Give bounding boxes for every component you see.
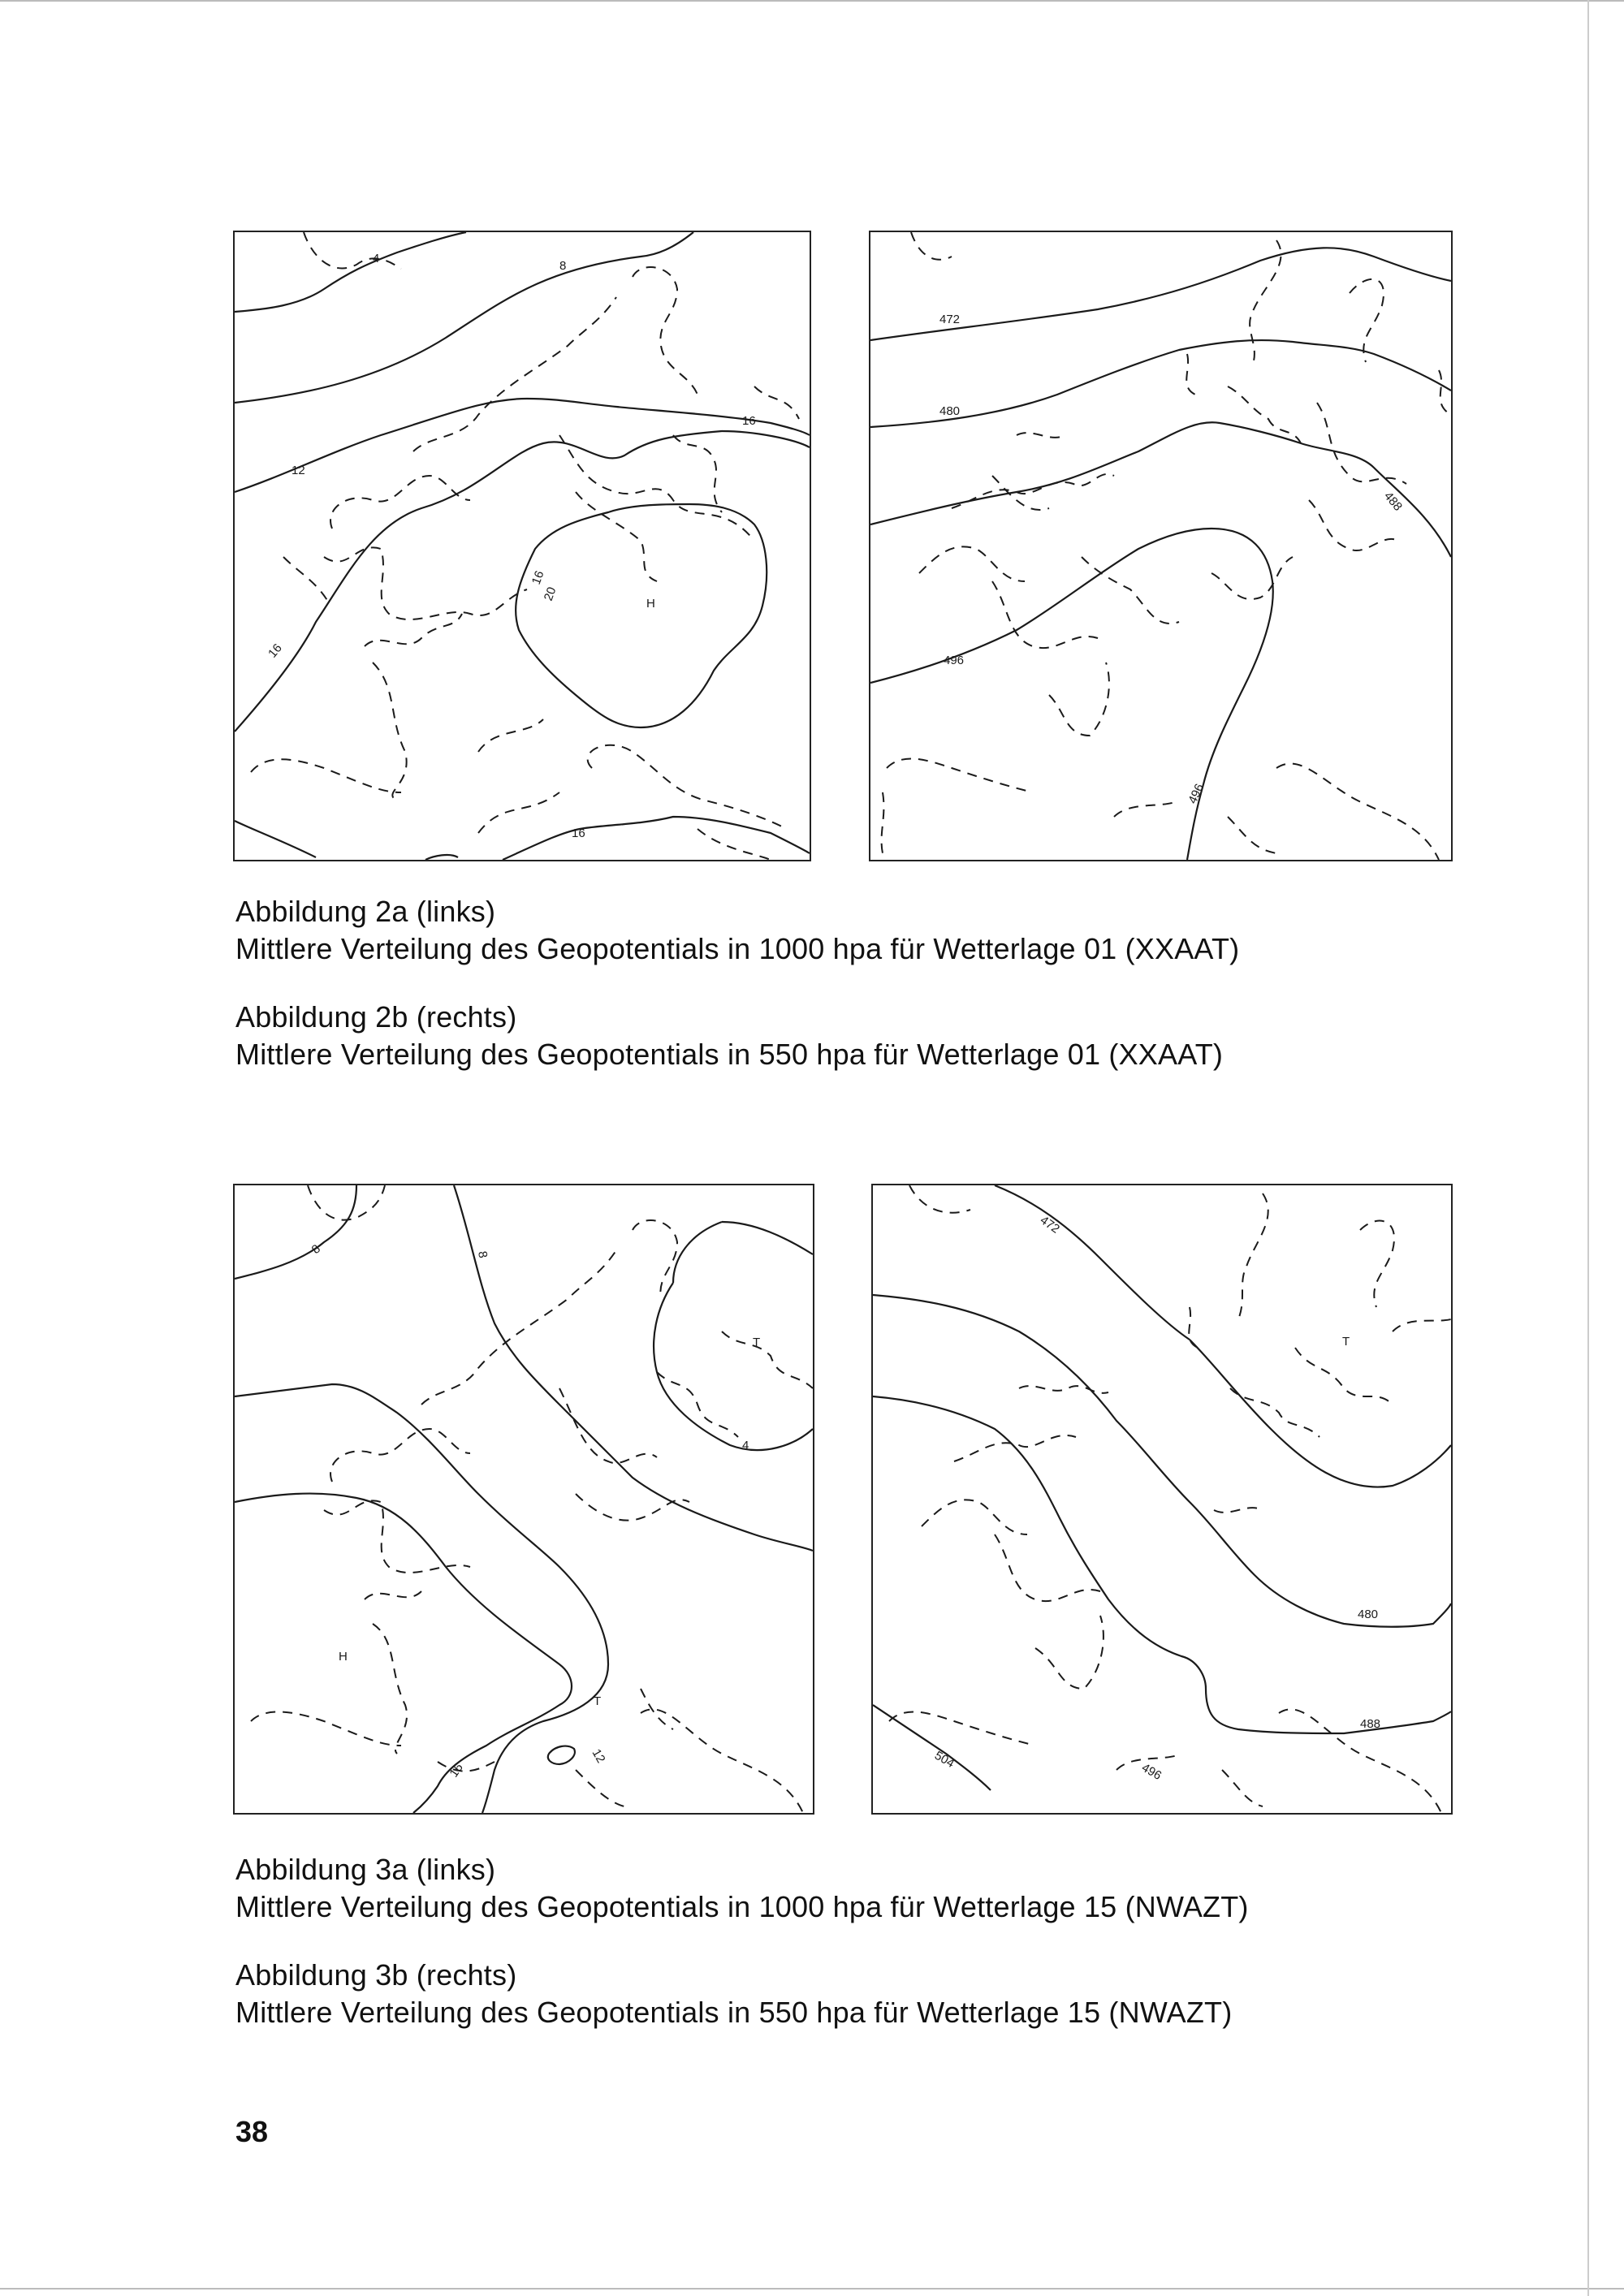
figure-2b-map (869, 231, 1453, 861)
contour-label-472: 472 (939, 313, 961, 326)
caption-title: Abbildung 3a (links) (235, 1853, 496, 1886)
caption-title: Abbildung 2a (links) (235, 895, 496, 928)
figure-3b-caption (235, 1957, 1232, 2031)
pressure-center-low: T (753, 1336, 761, 1349)
figure-2b-caption (235, 999, 1223, 1073)
scan-right-edge (1587, 0, 1589, 2296)
contour-label-8: 8 (475, 1249, 490, 1259)
contour-label-504: 504 (932, 1748, 957, 1771)
caption-title: Abbildung 3b (rechts) (235, 1958, 517, 1992)
caption-title: Abbildung 2b (rechts) (235, 1000, 517, 1034)
figure-2a-caption (235, 893, 1239, 968)
contour-label-8: 8 (309, 1241, 323, 1258)
contour-label-4: 4 (373, 252, 380, 265)
contour-label-16: 16 (447, 1760, 466, 1780)
pressure-center-low: T (594, 1694, 602, 1708)
pressure-center-low: T (1342, 1335, 1350, 1349)
contour-label-488: 488 (1380, 489, 1406, 514)
scan-bottom-edge (0, 2288, 1624, 2290)
contour-label-480: 480 (939, 404, 961, 418)
contour-label-4: 4 (742, 1439, 749, 1452)
caption-text: Mittlere Verteilung des Geopotentials in 1000 hpa für Wetterlage 01 (XXAAT) (235, 932, 1240, 965)
figure-3a-caption (235, 1851, 1249, 1926)
contour-label-496: 496 (1186, 781, 1207, 806)
contour-label-20: 20 (541, 585, 559, 603)
contour-label-16: 16 (266, 641, 285, 661)
contour-label-496: 496 (1139, 1760, 1164, 1783)
figure-2a-map (233, 231, 811, 861)
figure-3b-map (871, 1184, 1453, 1815)
caption-text: Mittlere Verteilung des Geopotentials in 1000 hpa für Wetterlage 15 (NWAZT) (235, 1890, 1249, 1923)
contour-label-496: 496 (944, 654, 965, 667)
contour-label-488: 488 (1360, 1717, 1381, 1731)
page-number: 38 (235, 2115, 269, 2148)
scan-top-edge (0, 0, 1624, 2)
contour-label-480: 480 (1358, 1608, 1379, 1621)
pressure-center-high: H (339, 1650, 348, 1664)
contour-label-16: 16 (529, 568, 547, 587)
caption-text: Mittlere Verteilung des Geopotentials in 550 hpa für Wetterlage 15 (NWAZT) (235, 1996, 1233, 2029)
contour-label-12: 12 (589, 1746, 608, 1766)
figure-3a-map (233, 1184, 814, 1815)
caption-text: Mittlere Verteilung des Geopotentials in 550 hpa für Wetterlage 01 (XXAAT) (235, 1038, 1224, 1071)
contour-label-12: 12 (292, 464, 305, 477)
contour-label-8: 8 (559, 259, 567, 273)
contour-label-16: 16 (742, 414, 756, 428)
contour-label-16: 16 (572, 826, 585, 840)
pressure-center-high: H (646, 597, 655, 611)
contour-label-472: 472 (1037, 1213, 1062, 1236)
